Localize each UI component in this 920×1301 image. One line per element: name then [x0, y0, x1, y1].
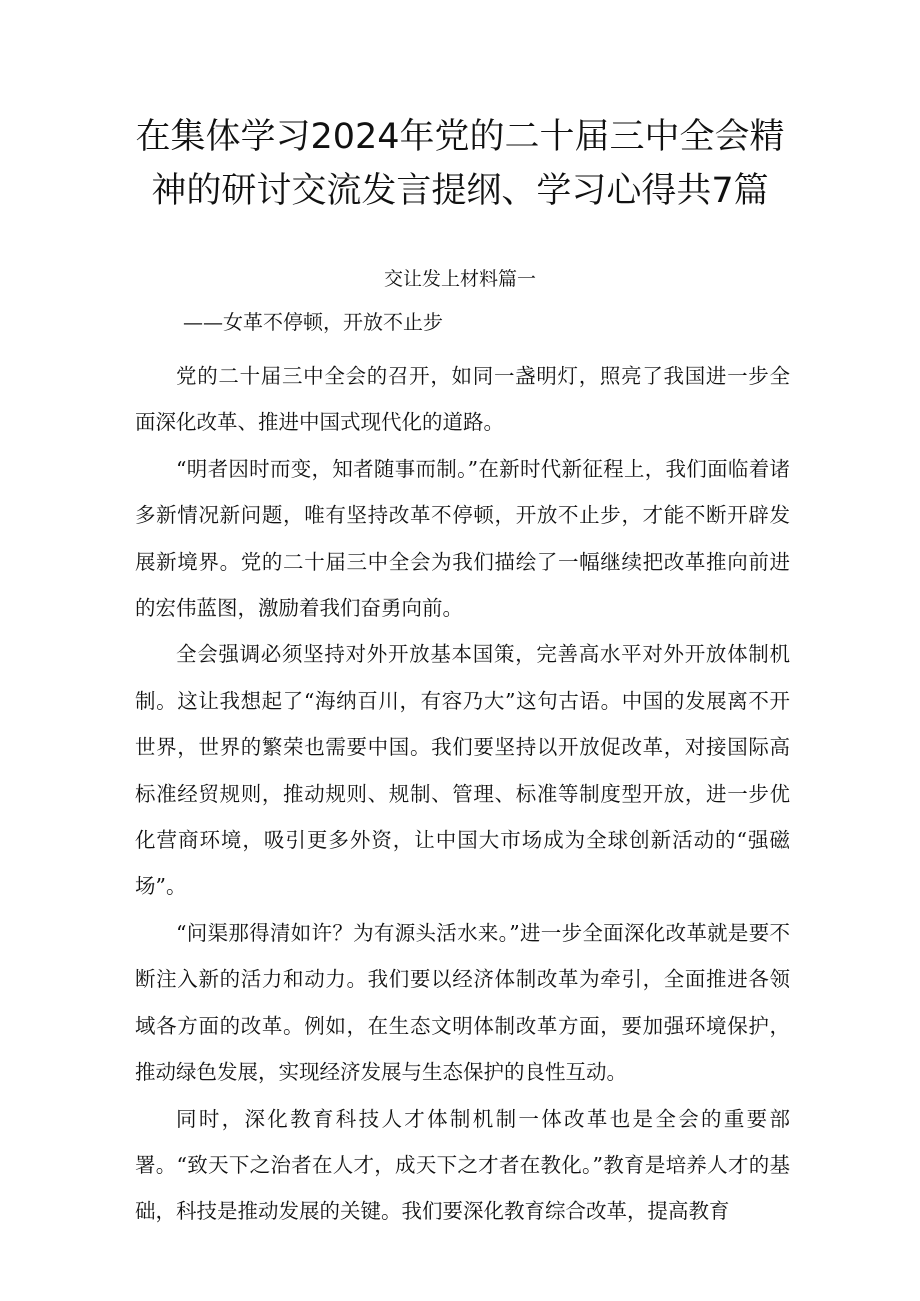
paragraph-2: “明者因时而变，知者随事而制。”在新时代新征程上，我们面临着诸多新情况新问题，唯有坚持改革不停顿，开放不止步，才能不断开辟发展新境界。党的二十届三中全会为我们描绘了一幅继续把改革推向前进的宏伟蓝图，激励着我们奋勇向前。 — [135, 456, 790, 621]
paragraph-3: 全会强调必须坚持对外开放基本国策，完善高水平对外开放体制机制。这让我想起了“海纳百川，有容乃大”这句古语。中国的发展离不开世界，世界的繁荣也需要中国。我们要坚持以开放促改革，对接国际高标准经贸规则，推动规则、规制、管理、标准等制度型开放，进一步优化营商环境，吸引更多外资，让中国大市场成为全球创新活动的“强磁场”。 — [135, 642, 790, 899]
document-title-line-2: 神的研讨交流发言提纲、学习心得共7篇 — [151, 171, 769, 211]
paragraph-4: “问渠那得清如许？为有源头活水来。”进一步全面深化改革就是要不断注入新的活力和动力。我们要以经济体制改革为牵引，全面推进各领域各方面的改革。例如，在生态文明体制改革方面，要加强环境保护，推动绿色发展，实现经济发展与生态保护的良性互动。 — [135, 920, 790, 1085]
document-title — [100, 110, 820, 218]
document-title-line-1: 在集体学习2024年党的二十届三中全会精 — [135, 117, 785, 157]
section-title: 交让发上材料篇一 — [383, 268, 536, 290]
document-body — [135, 353, 790, 1235]
paragraph-5: 同时，深化教育科技人才体制机制一体改革也是全会的重要部署。“致天下之治者在人才，成天下之才者在教化。”教育是培养人才的基础，科技是推动发展的关键。我们要深化教育综合改革，提高教育 — [135, 1106, 790, 1224]
section-subtitle: ——女革不停顿，开放不止步 — [183, 310, 443, 334]
paragraph-1: 党的二十届三中全会的召开，如同一盏明灯，照亮了我国进一步全面深化改革、推进中国式现代化的道路。 — [135, 364, 790, 435]
